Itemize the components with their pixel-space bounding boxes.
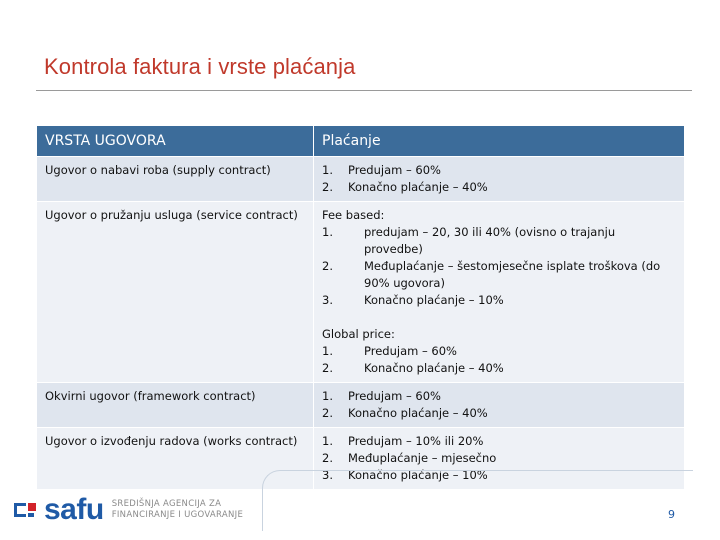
header-payment: Plaćanje <box>314 126 685 157</box>
list-item: 2. Konačno plaćanje – 40% <box>322 361 504 375</box>
footer-frame <box>262 470 693 531</box>
contract-type-cell: Ugovor o izvođenju radova (works contract) <box>37 428 314 490</box>
global-price-label: Global price: <box>322 327 395 341</box>
list-item: 2. Konačno plaćanje – 40% <box>322 406 488 420</box>
payment-list <box>322 162 676 196</box>
table-row <box>37 157 685 202</box>
list-item: 1. Predujam – 10% ili 20% <box>322 434 484 448</box>
list-item: 2. Međuplaćanje – mjesečno <box>322 451 497 465</box>
list-item: 3. Konačno plaćanje – 10% <box>322 468 488 482</box>
fee-based-list <box>322 224 676 309</box>
contract-payment-table <box>36 125 685 490</box>
list-item: 1. predujam – 20, 30 ili 40% (ovisno o trajanju provedbe) <box>322 225 616 256</box>
list-item: 2. Međuplaćanje – šestomjesečne isplate troškova (do 90% ugovora) <box>322 259 661 290</box>
table-row <box>37 383 685 428</box>
payment-cell <box>314 157 685 202</box>
payment-list <box>322 388 676 422</box>
payment-cell <box>314 383 685 428</box>
safu-logo <box>14 495 243 525</box>
table-header-row <box>37 126 685 157</box>
page-number: 9 <box>668 508 675 521</box>
list-item: 1. Predujam – 60% <box>322 344 457 358</box>
list-item: 2. Konačno plaćanje – 40% <box>322 180 488 194</box>
contract-type-cell: Ugovor o pružanju usluga (service contract) <box>37 202 314 383</box>
logo-wordmark: safu <box>44 493 104 526</box>
list-item: 1. Predujam – 60% <box>322 389 441 403</box>
payment-cell <box>314 202 685 383</box>
global-price-list <box>322 343 676 377</box>
contract-type-cell: Okvirni ugovor (framework contract) <box>37 383 314 428</box>
contract-type-cell: Ugovor o nabavi roba (supply contract) <box>37 157 314 202</box>
fee-based-label: Fee based: <box>322 208 385 222</box>
header-contract-type: VRSTA UGOVORA <box>37 126 314 157</box>
page-title: Kontrola faktura i vrste plaćanja <box>44 54 356 79</box>
list-item: 3. Konačno plaćanje – 10% <box>322 293 504 307</box>
table-row <box>37 202 685 383</box>
title-divider <box>36 90 692 91</box>
safu-logo-icon <box>14 497 40 523</box>
list-item: 1. Predujam – 60% <box>322 163 441 177</box>
logo-subtitle: SREDIŠNJA AGENCIJA ZA FINANCIRANJE I UGOVARANJE <box>111 499 244 520</box>
